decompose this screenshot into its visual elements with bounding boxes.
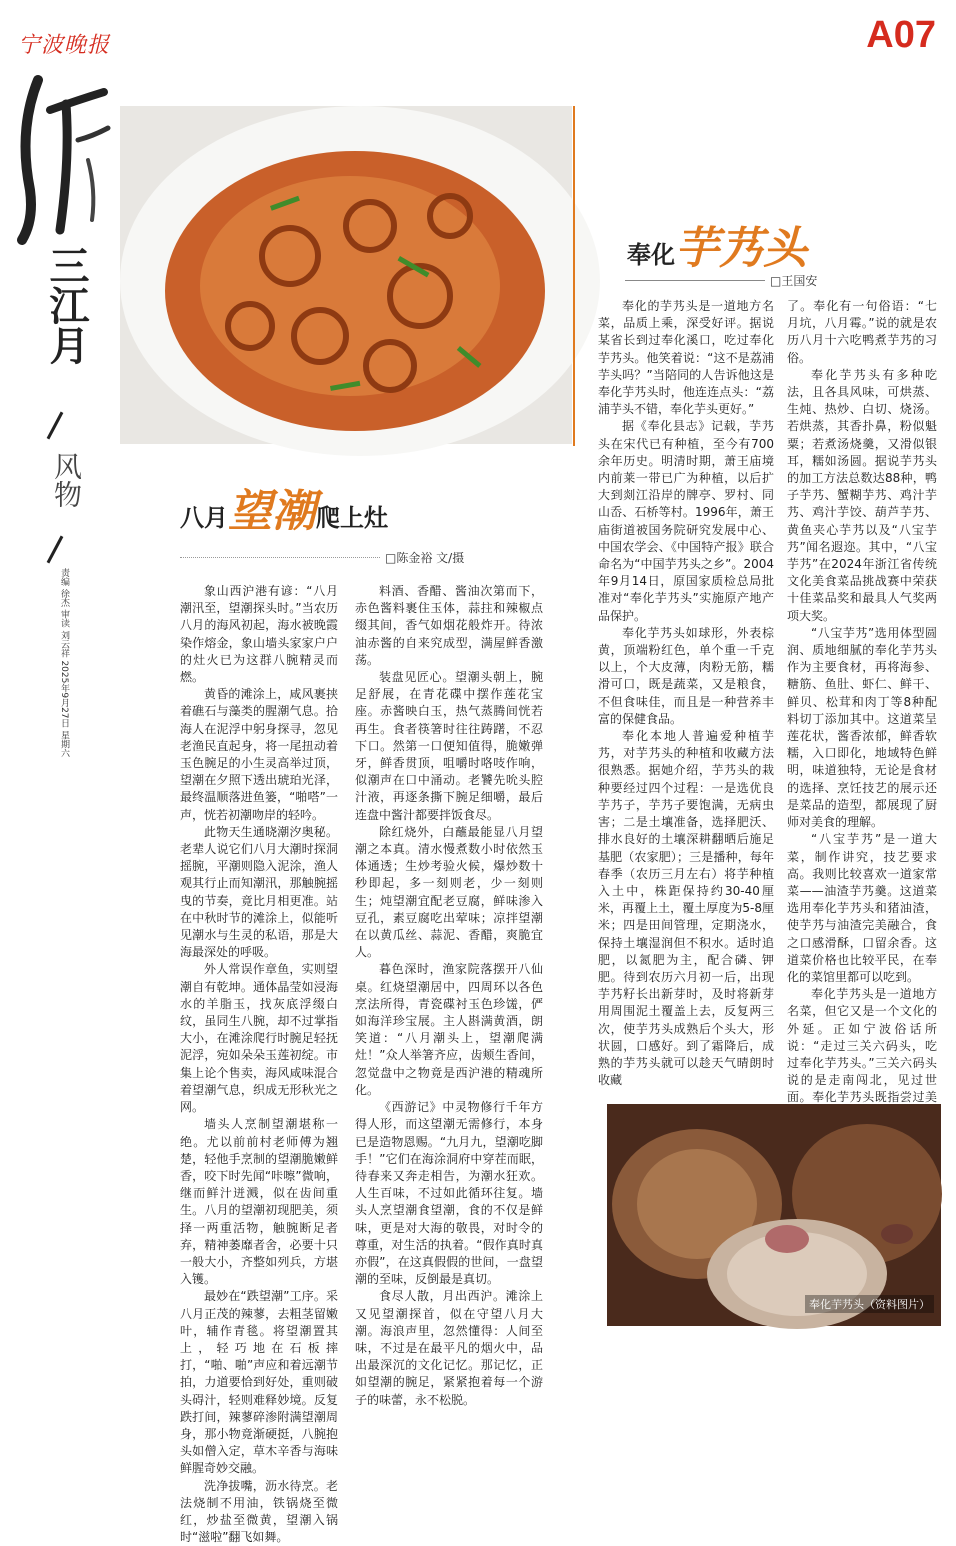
paragraph: 墙头人烹制望潮堪称一绝。尤以前前村老师傅为翘楚，轻他手烹制的望潮脆嫩鲜香，咬下时先闻“咔嚓”微响，继而鲜汁迸溅，似在齿间重生。八月的望潮初现肥美，须择一两重活物，触腕断足者弃，精神萎靡者舍，必要十只一般大小，齐整如列兵，方堪入镬。 xyxy=(180,1117,338,1287)
paragraph: 黄昏的滩涂上，咸风裹挟着礁石与藻类的腥潮气息。拾海人在泥浮中躬身探寻，忽见老渔民直起身，将一尾扭动着玉色腕足的小生灵高举过顶，望潮在夕照下透出琥珀光泽，最终温顺落进鱼篓，“啪嗒”一声，恍若初潮吻岸的轻吟。 xyxy=(180,687,338,822)
paragraph: 奉化芋艿头如球形，外表棕黄，顶端粉红色，单个重一千克以上，个大皮薄，肉粉无筋，糯滑可口，既是蔬菜，又是粮食，不但食味佳，而且是一种营养丰富的保健食品。 xyxy=(598,625,774,726)
paragraph: 了。奉化有一句俗语：“七月坑，八月霉。”说的就是农历八月十六吃鸭煮芋艿的习俗。 xyxy=(787,299,937,365)
paragraph: 装盘见匠心。望潮头朝上，腕足舒展，在青花碟中摆作莲花宝座。赤酱映白玉，热气蒸腾间恍若再生。食者筷箸时往往踌躇，不忍下口。然第一口便知值得，脆嫩弹牙，鲜香贯顶，咀嚼时咯吱作响，似潮声在口中涌动。老饕先吮头腔汁液，再逐条撕下腕足细嚼，最后连盘中酱汁都要拌饭食尽。 xyxy=(355,670,543,822)
article1-title xyxy=(180,475,388,539)
article1-title-rule xyxy=(180,557,380,558)
taro-photo xyxy=(607,1104,941,1326)
article2-column-2 xyxy=(787,298,937,1105)
editor-meta: 责编 徐杰 审读 刘云祥 2025年9月27日 星期六 xyxy=(59,568,69,758)
paragraph: 洗净拔嘴，沥水待烹。老法烧制不用油，铁锅烧至微红，炒盐至微黄，望潮入锅时“滋啦”翻飞如舞。 xyxy=(180,1478,338,1545)
article1-title-big: 望潮 xyxy=(228,486,316,537)
paragraph: 除红烧外，白蘸最能显八月望潮之本真。清水慢煮数小时依然玉体通透；生炒考验火候，爆炒数十秒即起，多一刻则老，少一刻则生；炖望潮宜配老豆腐，鲜味渗入豆孔，素豆腐吃出荤味；凉拌望潮在以黄瓜丝、蒜泥、香醋，爽脆宜人。 xyxy=(355,824,543,960)
brush-calligraphy-decoration xyxy=(8,70,118,245)
paragraph: 奉化本地人普遍爱种植芋艿，对芋艿头的种植和收藏方法很熟悉。据她介绍，芋艿头的栽种要经过四个过程：一是选优良芋艿子，芋艿子要饱满，无病虫害；二是土壤准备，选择肥沃、排水良好的土壤深耕翻晒后施足基肥（农家肥）；三是播种，每年春季（农历三月左右）将芋种植入土中，株距保持约30-40厘米，再覆上土，覆土厚度为5-8厘米；四是田间管理，定期浇水，保持土壤湿润但不积水。适时追肥，以氮肥为主，配合磷、钾肥。待到农历六月初一后，出现芋艿籽长出新芽时，及时将新芽用周围泥土覆盖上去，反复两三次，使芋艿头成熟后个头大，形状圆，口感好。到了霜降后，成熟的芋艿头就可以趁天气晴朗时收藏 xyxy=(598,729,774,1088)
section-divider xyxy=(47,412,64,440)
paragraph: 奉化的芋艿头是一道地方名菜，品质上乘，深受好评。据说某省长到过奉化溪口，吃过奉化芋艿头。他笑着说：“这不是荔浦芋头吗？”当陪同的人告诉他这是奉化芋艿头时，他连连点头：“荔浦芋头不错，奉化芋头更好。” xyxy=(598,299,774,417)
paragraph: 暮色深时，渔家院落摆开八仙桌。红烧望潮居中，四周环以各色烹法所得，青瓷碟衬玉色珍馐，俨如海洋珍宝展。主人斟满黄酒，朗笑道：“八月潮头上，望潮爬满灶！”众人举箸齐应，齿颊生香间，忽觉盘中之物竟是西沪港的精魂所化。 xyxy=(355,962,543,1097)
article1-column-2 xyxy=(355,583,543,1407)
article1-title-post: 爬上灶 xyxy=(316,503,388,532)
photo-caption: 奉化芋艿头（资料图片） xyxy=(805,1295,934,1313)
paragraph: 最妙在“跌望潮”工序。采八月正茂的辣蓼，去粗茎留嫩叶，辅作青毯。将望潮置其上，轻巧地在石板摔打，“啪、啪”声应和着远潮节拍，力道要恰到好处，重则破头碍汁，轻则难释妙境。反复跌打间，辣蓼碎渗附满望潮周身，那小物竟渐硬挺，八腕抱头如僧入定，草木辛香与海味鲜腥奇妙交融。 xyxy=(180,1289,338,1476)
article2-title-big: 芋艿头 xyxy=(675,223,807,274)
article1-byline: □陈金裕 文/摄 xyxy=(385,551,465,565)
paragraph: 此物天生通晓潮汐奥秘。老辈人说它们八月大潮时探洞摇腕，平潮则隐入泥涂，渔人观其行止而知潮汛，那触腕摇曳的节奏，竟比月相更准。站在中秋时节的滩涂上，似能听见潮水与生灵的私语，那是大海最深处的呼吸。 xyxy=(180,824,338,960)
article1-title-pre: 八月 xyxy=(180,503,228,532)
section-subtitle: 风物 xyxy=(50,452,83,508)
paragraph: 象山西沪港有谚：“八月潮汛至，望潮探头时。”当农历八月的海风初起，海水被晚霞染作熔金，象山墙头家家户户的灶火已为这群八腕精灵而燃。 xyxy=(180,584,338,685)
article2-column-1 xyxy=(598,298,774,1088)
section-title: 三江月 xyxy=(43,245,90,365)
paragraph: 料酒、香醋、酱油次第而下，赤色酱料裹住玉体，蒜拄和辣椒点缀其间，香气如烟花般炸开。待浓油赤酱的自来究成型，满屋鲜香激荡。 xyxy=(355,584,543,667)
article2-byline: □王国安 xyxy=(770,274,818,288)
paragraph: “八宝芋艿”是一道大菜，制作讲究，技艺要求高。我则比较喜欢一道家常菜——油渣芋艿羹。这道菜选用奉化芋艿头和猪油渣，使芋艿与油渣完美融合，食之口感滑酥，口留余香。这道菜价格也比较平民，在奉化的菜馆里都可以吃到。 xyxy=(787,832,937,984)
masthead-logo: 宁波晚报 xyxy=(18,33,111,58)
paragraph: 外人常误作章鱼，实则望潮自有乾坤。通体晶莹如浸海水的羊脂玉，找灰底浮缀白纹，虽同生八腕，却不过掌指大小，在滩涂爬行时腕足轻抚泥浮，宛如朵朵玉莲初绽。市集上论个售卖，海风咸味混合着望潮气息，织成无形秋光之网。 xyxy=(180,962,338,1115)
article2-title-pre: 奉化 xyxy=(627,240,675,269)
article1-column-1 xyxy=(180,583,338,1545)
paragraph: 食尽人散，月出西沪。滩涂上又见望潮探首，似在守望八月大潮。海浪声里，忽然懂得：人间至味，不过是在最平凡的烟火中，品出最深沉的文化记忆。那记忆，正如望潮的腕足，紧紧抱着每一个游子的味蕾，永不松脱。 xyxy=(355,1289,543,1407)
paragraph: 《西游记》中灵物修行千年方得人形，而这望潮无需修行，本身已是造物恩赐。“九月九，望潮吃脚手！”它们在海涂洞府中穿茬而眠，待春来又奔走相告，为潮水狂欢。人生百味，不过如此循环往复。墙头人烹望潮食望潮，食的不仅是鲜味，更是对大海的敬畏，对时令的尊重，对生活的执着。“假作真时真亦假”，在这真假假的世间，一盘望潮的至味，反倒最是真切。 xyxy=(355,1100,543,1287)
octopus-dish-photo xyxy=(120,106,572,444)
paragraph: “八宝芋艿”选用体型圆润、质地细腻的奉化芋艿头作为主要食材，再将海参、糖筋、鱼肚、虾仁、鲜干、鲜贝、松茸和肉丁等8种配料切丁添加其中。这道菜呈莲花状，酱香浓郁，鲜香软糯，入口即化，地域特色鲜明，味道独特，无论是食材的选择、烹饪技艺的展示还是菜品的造型，都展现了厨师对美食的理解。 xyxy=(787,625,937,830)
article2-title xyxy=(627,212,807,276)
paragraph: 奉化芋艿头是一道地方名菜，但它又是一个文化的外延。正如宁波俗话所说：“走过三关六码头，吃过奉化芋艿头。”三关六码头说的是走南闯北，见过世面。奉化芋艿头既指尝过美 xyxy=(787,987,937,1105)
section-divider-2 xyxy=(47,536,64,564)
article2-title-rule xyxy=(625,280,765,281)
orange-divider xyxy=(573,106,575,446)
paragraph: 据《奉化县志》记载，芋艿头在宋代已有种植，至今有700余年历史。明清时期，萧王庙境内前莱一带已广为种植，以后扩大到剡江沿岸的牌亭、罗村、同山岙、石桥等村。1996年，萧王庙街道被国务院研究发展中心、中国农学会、《中国特产报》联合命名为“中国芋艿头之乡”。2004年9月14日，原国家质检总局批准对“奉化芋艿头”实施原产地产品保护。 xyxy=(598,419,774,623)
paragraph: 奉化芋艿头有多种吃法，且各具风味，可烘蒸、生炖、热炒、白切、烧汤。若烘蒸，其香扑鼻，粉似魁粟；若煮汤烧羹，又滑似银耳，糯如汤圆。据说芋艿头的加工方法总数达88种，鸭子芋艿、蟹糊芋艿、鸡汁芋艿、鸡汁芋饺、葫芦芋艿、黄鱼夹心芋艿以及“八宝芋艿”闻名遐迩。其中，“八宝芋艿”在2024年浙江省传统文化美食菜品挑战赛中荣获十佳菜品奖和最具人气奖两项大奖。 xyxy=(787,367,937,623)
page-number: A07 xyxy=(866,14,936,56)
